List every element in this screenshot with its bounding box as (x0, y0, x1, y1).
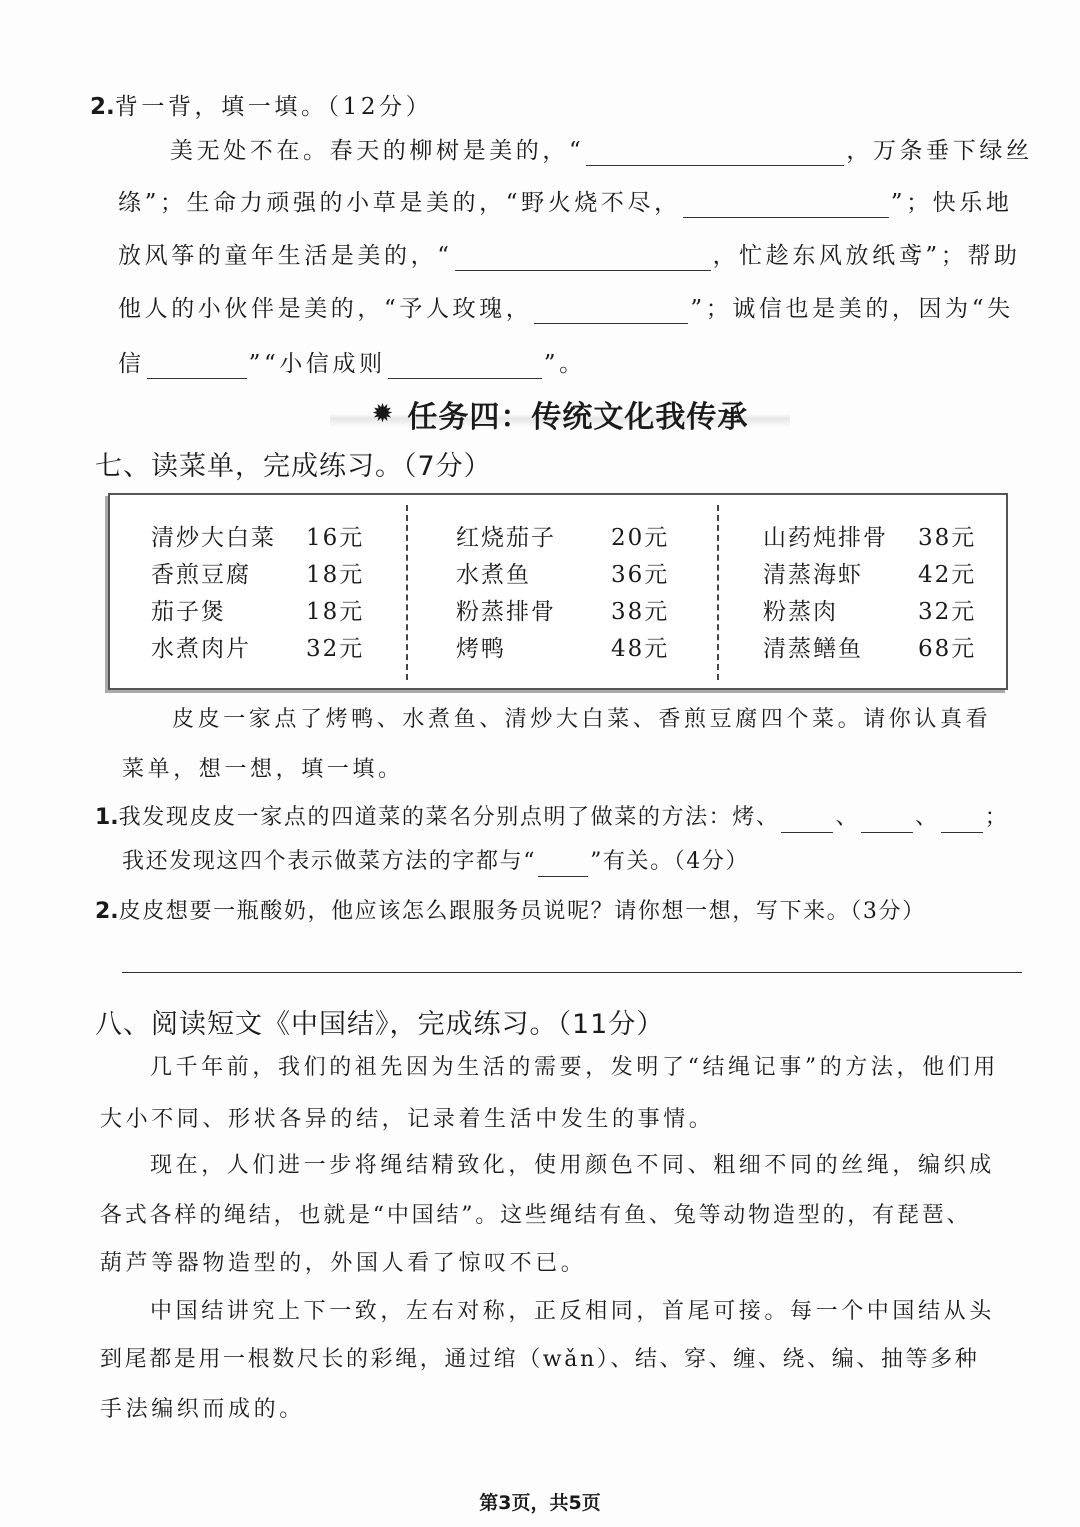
q2-line-3 (118, 241, 1021, 271)
text: 放风筝的童年生活是美的，“ (118, 243, 453, 269)
menu-item (763, 591, 976, 628)
answer-line[interactable] (122, 972, 1022, 973)
menu-item (763, 517, 976, 554)
passage-line: 葫芦等器物造型的，外国人看了惊叹不已。 (100, 1251, 587, 1276)
dish-name: 水煮鱼 (456, 562, 531, 588)
fill-blank[interactable] (455, 244, 711, 271)
q2-heading-text: 背一背，填一填。（12分） (114, 94, 433, 120)
dish-name: 红烧茄子 (456, 525, 556, 551)
text: ； (984, 805, 1009, 830)
fill-blank[interactable] (683, 191, 889, 218)
section8-heading: 八、阅读短文《中国结》，完成练习。（11分） (95, 1009, 665, 1040)
menu-item (456, 628, 669, 665)
menu-box (108, 493, 1008, 690)
menu-item (151, 591, 364, 628)
section7-q2 (95, 897, 926, 927)
q-number: 2. (95, 899, 119, 924)
dish-price: 36元 (611, 562, 670, 588)
task-title-banner (330, 392, 790, 436)
dish-name: 清蒸海虾 (763, 562, 863, 588)
menu-item (151, 517, 364, 554)
text: ，万条垂下绿丝 (846, 138, 1033, 164)
text: 皮皮想要一瓶酸奶，他应该怎么跟服务员说呢？请你想一想，写下来。（3分） (118, 899, 926, 924)
passage-line: 到尾都是用一根数尺长的彩绳，通过绾（wǎn）、结、穿、缠、绕、编、抽等多种 (100, 1347, 980, 1372)
text: 美无处不在。春天的柳树是美的，“ (170, 138, 585, 164)
dish-name: 水煮肉片 (151, 636, 251, 662)
text: ”“小信成则 (248, 351, 386, 377)
menu-item (151, 628, 364, 665)
q-number: 1. (95, 805, 119, 830)
text: ”；诚信也是美的，因为“失 (690, 296, 1014, 322)
fill-blank[interactable] (538, 850, 588, 877)
dish-price: 32元 (918, 599, 977, 625)
fill-blank[interactable] (941, 806, 983, 833)
fill-blank[interactable] (534, 297, 688, 324)
dish-name: 山药炖排骨 (763, 525, 888, 551)
text: ，忙趁东风放纸鸢”；帮助 (712, 243, 1021, 269)
dish-price: 42元 (918, 562, 977, 588)
menu-item (456, 554, 669, 591)
passage-line: 手法编织而成的。 (100, 1397, 305, 1422)
passage-line: 各式各样的绳结，也就是“中国结”。这些绳结有鱼、兔等动物造型的，有琵琶、 (100, 1203, 972, 1228)
dish-price: 32元 (306, 636, 365, 662)
dish-price: 68元 (918, 636, 977, 662)
text: ”有关。（4分） (590, 849, 750, 874)
passage-line: 中国结讲究上下一致，左右对称，正反相同，首尾可接。每一个中国结从头 (150, 1299, 995, 1324)
section7-q1-line-2 (122, 847, 749, 877)
dish-price: 48元 (611, 636, 670, 662)
dish-price: 18元 (306, 562, 365, 588)
passage-line: 几千年前，我们的祖先因为生活的需要，发明了“结绳记事”的方法，他们用 (150, 1055, 999, 1080)
menu-item (456, 591, 669, 628)
q2-number: 2. (90, 94, 115, 120)
text: 、 (915, 805, 939, 830)
fill-blank[interactable] (781, 806, 833, 833)
q2-line-4 (118, 294, 1014, 324)
menu-item (456, 517, 669, 554)
q2-line-1 (170, 136, 1033, 166)
fill-blank[interactable] (388, 352, 542, 379)
section7-intro-1: 皮皮一家点了烤鸭、水煮鱼、清炒大白菜、香煎豆腐四个菜。请你认真看 (172, 707, 992, 732)
menu-item (151, 554, 364, 591)
menu-column (151, 517, 364, 665)
menu-item (763, 628, 976, 665)
dish-name: 烤鸭 (456, 636, 506, 662)
text: ”。 (543, 351, 586, 377)
dish-name: 清蒸鳝鱼 (763, 636, 863, 662)
menu-column (456, 517, 669, 665)
passage-line: 现在，人们进一步将绳结精致化，使用颜色不同、粗细不同的丝绳，编织成 (150, 1153, 995, 1178)
section7-intro-2: 菜单，想一想，填一填。 (122, 757, 404, 782)
dish-name: 茄子煲 (151, 599, 226, 625)
dish-price: 16元 (306, 525, 365, 551)
q2-line-5 (118, 349, 586, 379)
text: 、 (835, 805, 860, 830)
star-burst-icon: ✹ (371, 399, 394, 429)
dish-price: 18元 (306, 599, 365, 625)
fill-blank[interactable] (861, 806, 913, 833)
dish-name: 粉蒸肉 (763, 599, 838, 625)
task-title: 任务四：传统文化我传承 (407, 400, 749, 435)
fill-blank[interactable] (147, 352, 247, 379)
fill-blank[interactable] (586, 139, 844, 166)
text: 他人的小伙伴是美的，“予人玫瑰， (118, 296, 533, 322)
divider (717, 505, 719, 680)
text: 信 (118, 351, 145, 377)
section7-q1-line-1 (95, 803, 1008, 833)
dish-name: 粉蒸排骨 (456, 599, 556, 625)
section7-heading: 七、读菜单，完成练习。（7分） (95, 451, 492, 482)
q2-line-2 (118, 188, 1012, 218)
text: 绦”；生命力顽强的小草是美的，“野火烧不尽， (118, 190, 681, 216)
dish-name: 清炒大白菜 (151, 525, 276, 551)
text: 我发现皮皮一家点的四道菜的菜名分别点明了做菜的方法：烤、 (118, 805, 780, 830)
menu-column (763, 517, 976, 665)
q2-heading (90, 92, 432, 122)
passage-line: 大小不同、形状各异的结，记录着生活中发生的事情。 (100, 1107, 715, 1132)
text: ”；快乐地 (890, 190, 1013, 216)
menu-item (763, 554, 976, 591)
dish-price: 20元 (611, 525, 670, 551)
dish-name: 香煎豆腐 (151, 562, 251, 588)
text: 我还发现这四个表示做菜方法的字都与“ (122, 849, 537, 874)
divider (406, 505, 408, 680)
dish-price: 38元 (918, 525, 977, 551)
dish-price: 38元 (611, 599, 670, 625)
page-number: 第3页，共5页 (479, 1492, 601, 1514)
